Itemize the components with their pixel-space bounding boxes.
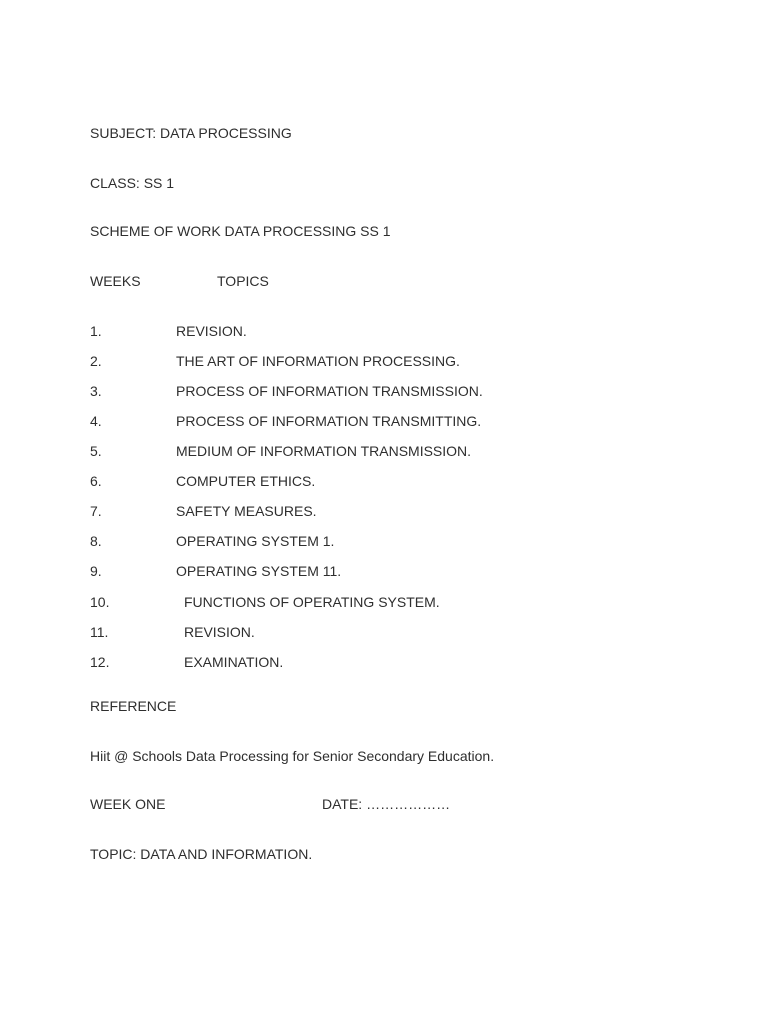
topic-text: EXAMINATION. [184, 654, 284, 670]
topic-number: 1. [90, 323, 102, 339]
topic-text: FUNCTIONS OF OPERATING SYSTEM. [184, 594, 440, 610]
weeks-header: WEEKS [90, 273, 141, 289]
topics-header: TOPICS [217, 273, 269, 289]
topic-text: OPERATING SYSTEM 1. [176, 533, 335, 549]
reference-heading: REFERENCE [90, 698, 177, 714]
week-label: WEEK ONE [90, 796, 166, 812]
topic-row [90, 593, 690, 611]
topic-number: 9. [90, 563, 102, 579]
topic-line: TOPIC: DATA AND INFORMATION. [90, 846, 313, 862]
class-line: CLASS: SS 1 [90, 175, 175, 191]
topic-text: THE ART OF INFORMATION PROCESSING. [176, 353, 460, 369]
topic-text: MEDIUM OF INFORMATION TRANSMISSION. [176, 443, 472, 459]
topic-number: 11. [90, 624, 109, 640]
topic-row [90, 412, 690, 430]
topic-number: 10. [90, 594, 110, 610]
scheme-title: SCHEME OF WORK DATA PROCESSING SS 1 [90, 223, 391, 239]
topic-text: COMPUTER ETHICS. [176, 473, 316, 489]
topic-row [90, 472, 690, 490]
topic-row [90, 322, 690, 340]
topic-row [90, 623, 690, 641]
topic-text: REVISION. [184, 624, 255, 640]
topic-row [90, 382, 690, 400]
topic-number: 2. [90, 353, 102, 369]
topic-number: 3. [90, 383, 102, 399]
topic-text: REVISION. [176, 323, 247, 339]
reference-text: Hiit @ Schools Data Processing for Senior Secondary Education. [90, 748, 495, 764]
topic-row [90, 653, 690, 671]
topic-row [90, 562, 690, 580]
topic-text: OPERATING SYSTEM 11. [176, 563, 342, 579]
topic-number: 8. [90, 533, 102, 549]
topic-number: 7. [90, 503, 102, 519]
topic-row [90, 532, 690, 550]
date-field: DATE: ……………… [322, 796, 451, 812]
topic-text: PROCESS OF INFORMATION TRANSMISSION. [176, 383, 483, 399]
topic-text: SAFETY MEASURES. [176, 503, 317, 519]
topic-row [90, 502, 690, 520]
topic-number: 12. [90, 654, 110, 670]
topic-number: 6. [90, 473, 102, 489]
topic-text: PROCESS OF INFORMATION TRANSMITTING. [176, 413, 482, 429]
topic-number: 4. [90, 413, 102, 429]
topic-number: 5. [90, 443, 102, 459]
subject-line: SUBJECT: DATA PROCESSING [90, 125, 292, 141]
topic-row [90, 442, 690, 460]
topic-row [90, 352, 690, 370]
